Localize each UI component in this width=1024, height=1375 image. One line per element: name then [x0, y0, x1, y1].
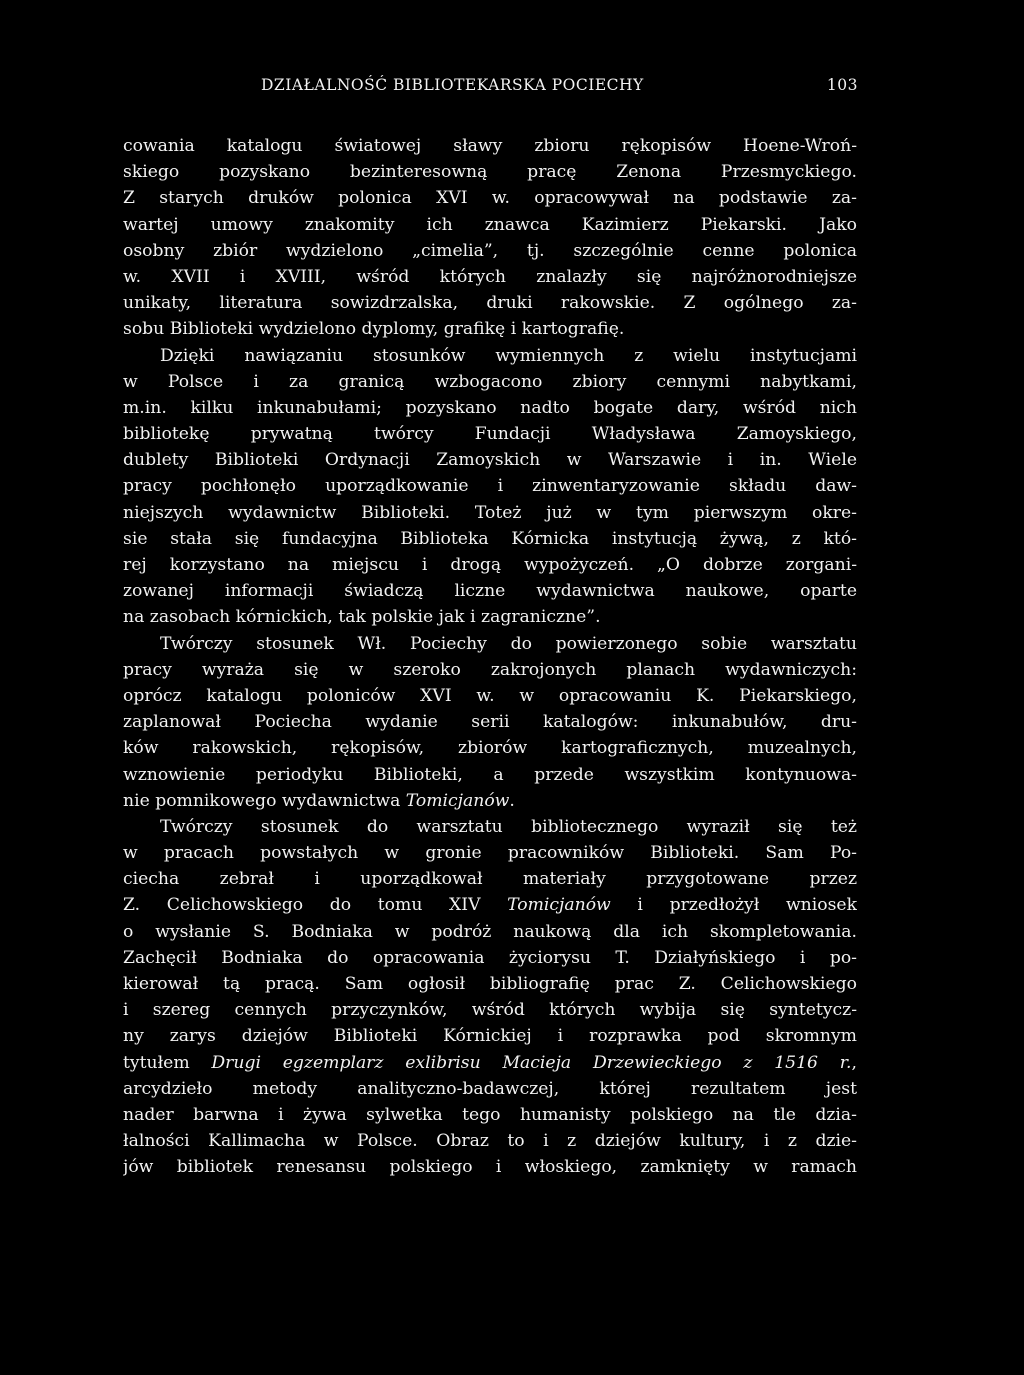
- italic-title: Drugi egzemplarz exlibrisu Macieja Drzewieckiego z 1516 r.: [211, 1052, 852, 1073]
- text-line: wznowienie periodyku Biblioteki, a przede wszystkim kontynuowa-: [123, 764, 857, 785]
- text-line: m.in. kilku inkunabułami; pozyskano nadto bogate dary, wśród nich: [123, 397, 857, 418]
- text-line: [123, 1050, 857, 1076]
- page-number: 103: [826, 76, 858, 94]
- text-line: Twórczy stosunek Wł. Pociechy do powierzonego sobie warsztatu: [160, 633, 857, 654]
- body-text: [123, 133, 857, 1181]
- text-line: jów bibliotek renesansu polskiego i włoskiego, zamknięty w ramach: [123, 1157, 857, 1178]
- running-head: DZIAŁALNOŚĆ BIBLIOTEKARSKA POCIECHY: [261, 76, 644, 94]
- text-line: dublety Biblioteki Ordynacji Zamoyskich w Warszawie i in. Wiele: [123, 450, 857, 471]
- text-line: unikaty, literatura sowizdrzalska, druki rakowskie. Z ogólnego za-: [123, 293, 857, 314]
- text-line: skiego pozyskano bezinteresowną pracę Zenona Przesmyckiego.: [123, 162, 857, 183]
- text-line: Twórczy stosunek do warsztatu bibliotecznego wyraził się też: [160, 816, 857, 837]
- text-span: tytułem: [123, 1052, 212, 1073]
- text-line: Zachęcił Bodniaka do opracowania życiorysu T. Działyńskiego i po-: [123, 947, 857, 968]
- text-line: w. XVII i XVIII, wśród których znalazły się najróżnorodniejsze: [123, 266, 857, 287]
- text-line: pracy pochłonęło uporządkowanie i zinwentaryzowanie składu daw-: [123, 476, 857, 497]
- italic-title: Tomicjanów: [405, 790, 510, 811]
- text-line: [123, 788, 857, 814]
- text-line: ciecha zebrał i uporządkował materiały przygotowane przez: [123, 869, 857, 890]
- text-line: zaplanował Pociecha wydanie serii katalogów: inkunabułów, dru-: [123, 712, 857, 733]
- text-line: w pracach powstałych w gronie pracowników Biblioteki. Sam Po-: [123, 843, 857, 864]
- text-span: Z. Celichowskiego do tomu XIV: [123, 895, 508, 916]
- text-line: pracy wyraża się w szeroko zakrojonych planach wydawniczych:: [123, 659, 857, 680]
- text-line: ny zarys dziejów Biblioteki Kórnickiej i rozprawka pod skromnym: [123, 1026, 857, 1047]
- text-line: rej korzystano na miejscu i drogą wypożyczeń. „O dobrze zorgani-: [123, 555, 857, 575]
- italic-title: Tomicjanów: [507, 895, 611, 916]
- text-line: sobu Biblioteki wydzielono dyplomy, grafikę i kartografię.: [123, 319, 625, 340]
- text-span: i przedłożył wniosek: [610, 895, 857, 916]
- text-line: niejszych wydawnictw Biblioteki. Toteż już w tym pierwszym okre-: [123, 502, 857, 523]
- text-line: arcydzieło metody analityczno-badawczej, której rezultatem jest: [123, 1078, 857, 1099]
- text-line: bibliotekę prywatną twórcy Fundacji Władysława Zamoyskiego,: [123, 424, 857, 445]
- text-line: sie stała się fundacyjna Biblioteka Kórnicka instytucją żywą, z któ-: [123, 528, 857, 549]
- text-line: oprócz katalogu poloniców XVI w. w opracowaniu K. Piekarskiego,: [123, 685, 857, 706]
- text-line: [123, 892, 857, 918]
- text-line: zowanej informacji świadczą liczne wydawnictwa naukowe, oparte: [123, 581, 857, 602]
- text-line: w Polsce i za granicą wzbogacono zbiory cennymi nabytkami,: [123, 371, 857, 392]
- text-line: kierował tą pracą. Sam ogłosił bibliografię prac Z. Celichowskiego: [123, 974, 857, 994]
- text-line: Z starych druków polonica XVI w. opracowywał na podstawie za-: [123, 188, 857, 209]
- text-line: o wysłanie S. Bodniaka w podróż naukową dla ich skompletowania.: [123, 921, 857, 942]
- text-line: cowania katalogu światowej sławy zbioru rękopisów Hoene-Wroń-: [123, 136, 857, 156]
- text-line: ków rakowskich, rękopisów, zbiorów kartograficznych, muzealnych,: [123, 738, 857, 759]
- text-line: nader barwna i żywa sylwetka tego humanisty polskiego na tle dzia-: [123, 1104, 857, 1125]
- text-span: .: [509, 790, 515, 811]
- text-line: wartej umowy znakomity ich znawca Kazimierz Piekarski. Jako: [123, 214, 857, 235]
- text-line: na zasobach kórnickich, tak polskie jak i zagraniczne”.: [123, 607, 601, 628]
- text-line: osobny zbiór wydzielono „cimelia”, tj. szczególnie cenne polonica: [123, 240, 857, 261]
- text-line: łalności Kallimacha w Polsce. Obraz to i z dziejów kultury, i z dzie-: [123, 1131, 857, 1152]
- page-header: [123, 76, 858, 100]
- text-span: nie pomnikowego wydawnictwa: [123, 790, 406, 811]
- text-span: ,: [851, 1052, 857, 1073]
- text-line: i szereg cennych przyczynków, wśród których wybija się syntetycz-: [123, 1000, 857, 1021]
- text-line: Dzięki nawiązaniu stosunków wymiennych z wielu instytucjami: [160, 345, 857, 366]
